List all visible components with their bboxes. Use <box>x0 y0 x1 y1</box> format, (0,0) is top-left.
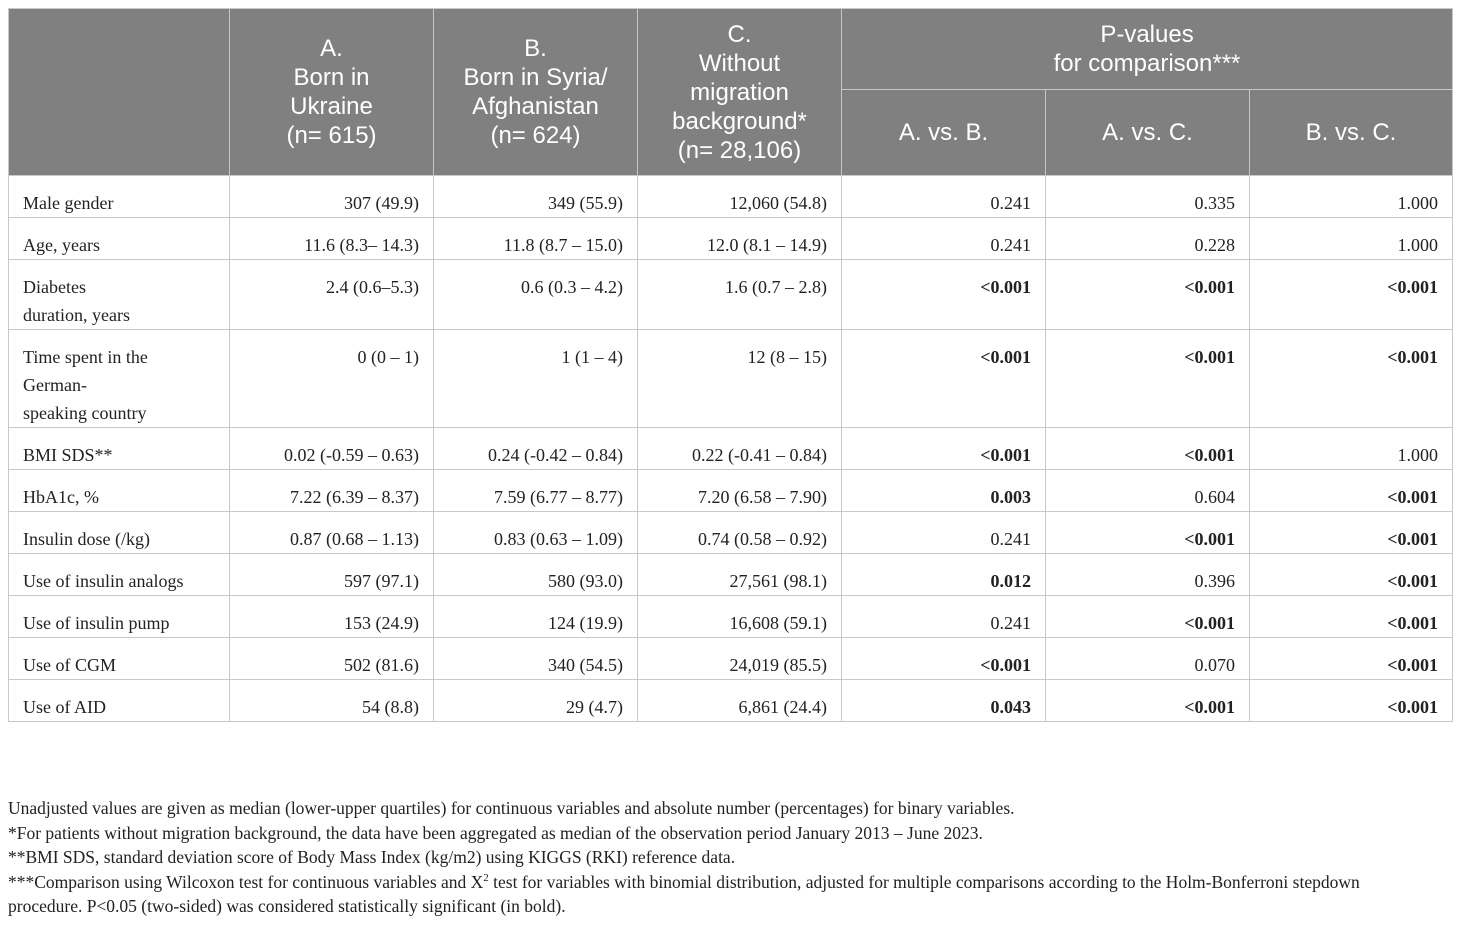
row-label-line: Age, years <box>23 235 100 255</box>
row-label <box>9 596 230 638</box>
value-col-b: 580 (93.0) <box>434 554 638 596</box>
value-col-c: 16,608 (59.1) <box>638 596 842 638</box>
pvalue-b-vs-c: 1.000 <box>1250 176 1453 218</box>
pvalue-b-vs-c: <0.001 <box>1250 512 1453 554</box>
pvalue-a-vs-c: <0.001 <box>1046 512 1250 554</box>
baseline-characteristics-table <box>8 8 1453 722</box>
row-label-line: Diabetes <box>23 277 86 297</box>
row-label <box>9 512 230 554</box>
value-col-c: 0.22 (-0.41 – 0.84) <box>638 428 842 470</box>
value-col-c: 6,861 (24.4) <box>638 680 842 722</box>
table-body <box>9 176 1453 722</box>
header-col-a <box>230 9 434 176</box>
pvalue-a-vs-c: 0.070 <box>1046 638 1250 680</box>
value-col-a: 54 (8.8) <box>230 680 434 722</box>
header-line: Born in <box>293 64 370 91</box>
footnote-4-part-b: test for variables with binomial distribution, adjusted for multiple comparisons according to the Holm-Bonferroni stepdown <box>488 871 1360 892</box>
table-row <box>9 218 1453 260</box>
header-line: A. <box>320 35 343 62</box>
row-label <box>9 330 230 428</box>
pvalue-a-vs-c: <0.001 <box>1046 596 1250 638</box>
header-col-b <box>434 9 638 176</box>
table-footnotes <box>8 796 1458 919</box>
pvalue-a-vs-b: <0.001 <box>842 260 1046 330</box>
table-row <box>9 638 1453 680</box>
table-row <box>9 470 1453 512</box>
header-col-c <box>638 9 842 176</box>
value-col-c: 7.20 (6.58 – 7.90) <box>638 470 842 512</box>
pvalue-b-vs-c: <0.001 <box>1250 330 1453 428</box>
row-label-line: BMI SDS** <box>23 445 113 465</box>
footnote-2: *For patients without migration background, the data have been aggregated as median of the observation period January 2013 – June 2023. <box>8 822 983 843</box>
pvalue-b-vs-c: 1.000 <box>1250 218 1453 260</box>
pvalue-a-vs-c: 0.396 <box>1046 554 1250 596</box>
value-col-b: 349 (55.9) <box>434 176 638 218</box>
pvalue-a-vs-b: 0.241 <box>842 176 1046 218</box>
value-col-b: 124 (19.9) <box>434 596 638 638</box>
value-col-a: 153 (24.9) <box>230 596 434 638</box>
header-line: Ukraine <box>290 93 373 120</box>
table-row <box>9 512 1453 554</box>
value-col-a: 0.02 (-0.59 – 0.63) <box>230 428 434 470</box>
table-row <box>9 330 1453 428</box>
row-label-line: Insulin dose (/kg) <box>23 529 150 549</box>
row-label-line: Time spent in the <box>23 347 148 367</box>
pvalue-b-vs-c: <0.001 <box>1250 554 1453 596</box>
table-row <box>9 260 1453 330</box>
value-col-b: 29 (4.7) <box>434 680 638 722</box>
row-label-line: Use of insulin pump <box>23 613 170 633</box>
value-col-c: 0.74 (0.58 – 0.92) <box>638 512 842 554</box>
value-col-b: 0.6 (0.3 – 4.2) <box>434 260 638 330</box>
header-line: (n= 28,106) <box>677 136 802 164</box>
table-row <box>9 596 1453 638</box>
value-col-a: 597 (97.1) <box>230 554 434 596</box>
row-label-line: German- <box>23 375 87 395</box>
header-b-vs-c: B. vs. C. <box>1250 90 1453 176</box>
row-label <box>9 260 230 330</box>
row-label-line: Male gender <box>23 193 114 213</box>
pvalue-a-vs-b: 0.012 <box>842 554 1046 596</box>
value-col-a: 0 (0 – 1) <box>230 330 434 428</box>
value-col-a: 7.22 (6.39 – 8.37) <box>230 470 434 512</box>
value-col-a: 0.87 (0.68 – 1.13) <box>230 512 434 554</box>
header-line: migration <box>690 78 789 106</box>
table-row <box>9 176 1453 218</box>
header-line: (n= 615) <box>286 122 377 149</box>
table-row <box>9 428 1453 470</box>
header-line: background* <box>672 107 807 135</box>
header-line: Born in Syria/ <box>463 64 608 91</box>
pvalue-a-vs-c: 0.228 <box>1046 218 1250 260</box>
row-label <box>9 470 230 512</box>
pvalue-a-vs-b: <0.001 <box>842 638 1046 680</box>
pvalue-a-vs-c: <0.001 <box>1046 260 1250 330</box>
header-line: P-values <box>1100 21 1194 48</box>
value-col-b: 340 (54.5) <box>434 638 638 680</box>
footnote-3: **BMI SDS, standard deviation score of Body Mass Index (kg/m2) using KIGGS (RKI) reference data. <box>8 847 736 867</box>
pvalue-a-vs-c: <0.001 <box>1046 428 1250 470</box>
footnote-5: procedure. P<0.05 (two-sided) was considered statistically significant (in bold). <box>8 896 566 916</box>
pvalue-a-vs-b: 0.003 <box>842 470 1046 512</box>
value-col-b: 1 (1 – 4) <box>434 330 638 428</box>
value-col-c: 24,019 (85.5) <box>638 638 842 680</box>
header-line: (n= 624) <box>490 122 581 149</box>
pvalue-b-vs-c: <0.001 <box>1250 260 1453 330</box>
value-col-c: 27,561 (98.1) <box>638 554 842 596</box>
value-col-b: 11.8 (8.7 – 15.0) <box>434 218 638 260</box>
header-line: Without <box>698 49 781 77</box>
row-label-line: Use of CGM <box>23 655 116 675</box>
value-col-b: 7.59 (6.77 – 8.77) <box>434 470 638 512</box>
pvalue-a-vs-b: 0.241 <box>842 596 1046 638</box>
value-col-a: 2.4 (0.6–5.3) <box>230 260 434 330</box>
footnote-4 <box>8 870 1458 895</box>
value-col-c: 12 (8 – 15) <box>638 330 842 428</box>
row-label-line: Use of insulin analogs <box>23 571 184 591</box>
pvalue-a-vs-c: 0.604 <box>1046 470 1250 512</box>
table-row <box>9 680 1453 722</box>
pvalue-b-vs-c: <0.001 <box>1250 470 1453 512</box>
value-col-a: 307 (49.9) <box>230 176 434 218</box>
header-pvalues <box>842 9 1453 90</box>
pvalue-b-vs-c: <0.001 <box>1250 680 1453 722</box>
table-row <box>9 554 1453 596</box>
row-label-line: HbA1c, % <box>23 487 99 507</box>
value-col-b: 0.24 (-0.42 – 0.84) <box>434 428 638 470</box>
header-a-vs-c: A. vs. C. <box>1046 90 1250 176</box>
row-label-line: Use of AID <box>23 697 106 717</box>
footnote-1: Unadjusted values are given as median (lower-upper quartiles) for continuous variables and absolute number (percentages) for binary variables. <box>8 798 1015 818</box>
pvalue-a-vs-b: <0.001 <box>842 428 1046 470</box>
pvalue-a-vs-c: <0.001 <box>1046 330 1250 428</box>
row-label-line: speaking country <box>23 403 147 423</box>
header-line: C. <box>727 20 752 48</box>
pvalue-b-vs-c: 1.000 <box>1250 428 1453 470</box>
footnote-4-superscript: 2 <box>483 871 489 884</box>
row-label <box>9 554 230 596</box>
row-label <box>9 428 230 470</box>
value-col-a: 502 (81.6) <box>230 638 434 680</box>
value-col-c: 12,060 (54.8) <box>638 176 842 218</box>
row-label <box>9 218 230 260</box>
pvalue-b-vs-c: <0.001 <box>1250 596 1453 638</box>
footnote-4-part-a: ***Comparison using Wilcoxon test for continuous variables and X <box>8 871 484 892</box>
value-col-c: 12.0 (8.1 – 14.9) <box>638 218 842 260</box>
row-label <box>9 680 230 722</box>
header-a-vs-b: A. vs. B. <box>842 90 1046 176</box>
header-line: for comparison*** <box>1053 50 1241 77</box>
pvalue-a-vs-b: 0.241 <box>842 218 1046 260</box>
pvalue-a-vs-c: <0.001 <box>1046 680 1250 722</box>
value-col-b: 0.83 (0.63 – 1.09) <box>434 512 638 554</box>
pvalue-b-vs-c: <0.001 <box>1250 638 1453 680</box>
value-col-a: 11.6 (8.3– 14.3) <box>230 218 434 260</box>
row-label <box>9 638 230 680</box>
row-label <box>9 176 230 218</box>
value-col-c: 1.6 (0.7 – 2.8) <box>638 260 842 330</box>
pvalue-a-vs-b: <0.001 <box>842 330 1046 428</box>
header-empty-cell <box>9 9 230 176</box>
pvalue-a-vs-c: 0.335 <box>1046 176 1250 218</box>
header-line: Afghanistan <box>472 93 599 120</box>
pvalue-a-vs-b: 0.241 <box>842 512 1046 554</box>
pvalue-a-vs-b: 0.043 <box>842 680 1046 722</box>
row-label-line: duration, years <box>23 305 130 325</box>
header-line: B. <box>524 35 547 62</box>
